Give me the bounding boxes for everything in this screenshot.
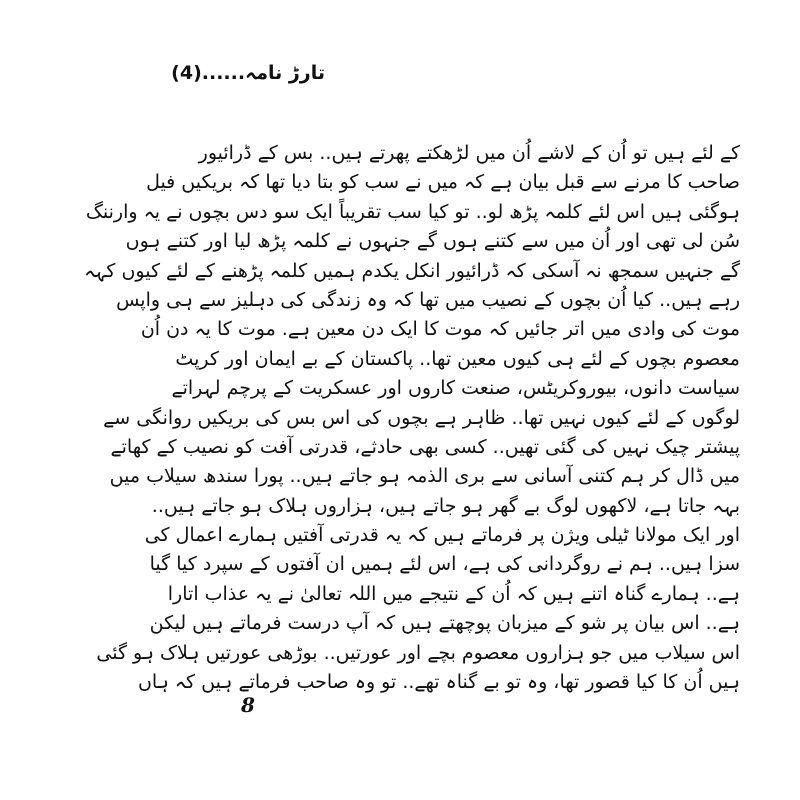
text-line: گے جنہیں سمجھ نہ آسکی کہ ڈرائیور انکل یکدم ہمیں کلمہ پڑھنے کے لئے کیوں کہہ <box>84 259 740 282</box>
running-header: تارڑ نامہ......(4) <box>171 62 325 84</box>
text-line: ہے.. ہمارے گناہ اتنے ہیں کہ اُن کے نتیجے میں اللہ تعالیٰ نے یہ عذاب اتارا <box>167 582 740 605</box>
text-line: اور ایک مولانا ٹیلی ویژن پر فرماتے ہیں کہ یہ قدرتی آفتیں ہمارے اعمال کی <box>144 524 740 547</box>
text-line: موت کی وادی میں اتر جائیں کہ موت کا ایک دن معین ہے. موت کا یہ دن اُن <box>140 318 740 341</box>
page-body-text <box>84 139 740 697</box>
text-line: سزا ہیں.. ہم نے روگردانی کی ہے، اس لئے ہمیں ان آفتوں کے سپرد کیا گیا <box>149 553 740 576</box>
text-line: ہے.. اس بیان پر شو کے میزبان پوچھتے ہیں کہ آپ درست فرماتے ہیں لیکن <box>149 612 740 635</box>
text-line: لوگوں کے لئے کیوں نہیں تھا.. ظاہر ہے بچوں کی اس بس کی بریکیں روانگی سے <box>103 406 740 429</box>
text-line: معصوم بچوں کے لئے ہی کیوں معین تھا.. پاکستان کے بے ایمان اور کرپٹ <box>175 347 740 370</box>
text-line: صاحب کا مرنے سے قبل بیان ہے کہ میں نے سب کو بتا دیا تھا کہ بریکیں فیل <box>146 171 740 194</box>
text-line: رہے ہیں.. کیا اُن بچوں کے نصیب میں تھا کہ وہ زندگی کی دہلیز سے ہی واپس <box>116 288 740 311</box>
text-line: سُن لی تھی اور اُن میں سے کتنے ہوں گے جنہوں نے کلمہ پڑھ لیا اور کتنے ہوں <box>125 230 740 253</box>
text-line: ہیں اُن کا کیا قصور تھا، وہ تو بے گناہ تھے.. تو وہ صاحب فرماتے ہیں کہ ہاں <box>137 671 740 694</box>
text-line: سیاست دانوں، بیوروکریٹس، صنعت کاروں اور عسکریت کے پرچم لہراتے <box>171 377 740 400</box>
text-line: اس سیلاب میں جو ہزاروں معصوم بچے اور عورتیں.. بوڑھی عورتیں ہلاک ہو گئی <box>96 641 740 664</box>
page-number: 8 <box>241 693 255 717</box>
text-line: ہوگئی ہیں اس لئے کلمہ پڑھ لو.. تو کیا سب تقریباً ایک سو دس بچوں نے یہ وارننگ <box>85 200 740 223</box>
text-line: میں ڈال کر ہم کتنی آسانی سے بری الذمہ ہو جاتے ہیں.. پورا سندھ سیلاب میں <box>109 465 740 488</box>
text-line: کے لئے ہیں تو اُن کے لاشے اُن میں لڑھکتے پھرتے ہیں.. بس کے ڈرائیور <box>198 142 740 164</box>
text-line: پیشتر چیک نہیں کی گئی تھیں.. کسی بھی حادثے، قدرتی آفت کو نصیب کے کھاتے <box>110 435 740 458</box>
text-line: بہہ جاتا ہے، لاکھوں لوگ بے گھر ہو جاتے ہیں، ہزاروں ہلاک ہو جاتے ہیں.. <box>151 494 740 517</box>
